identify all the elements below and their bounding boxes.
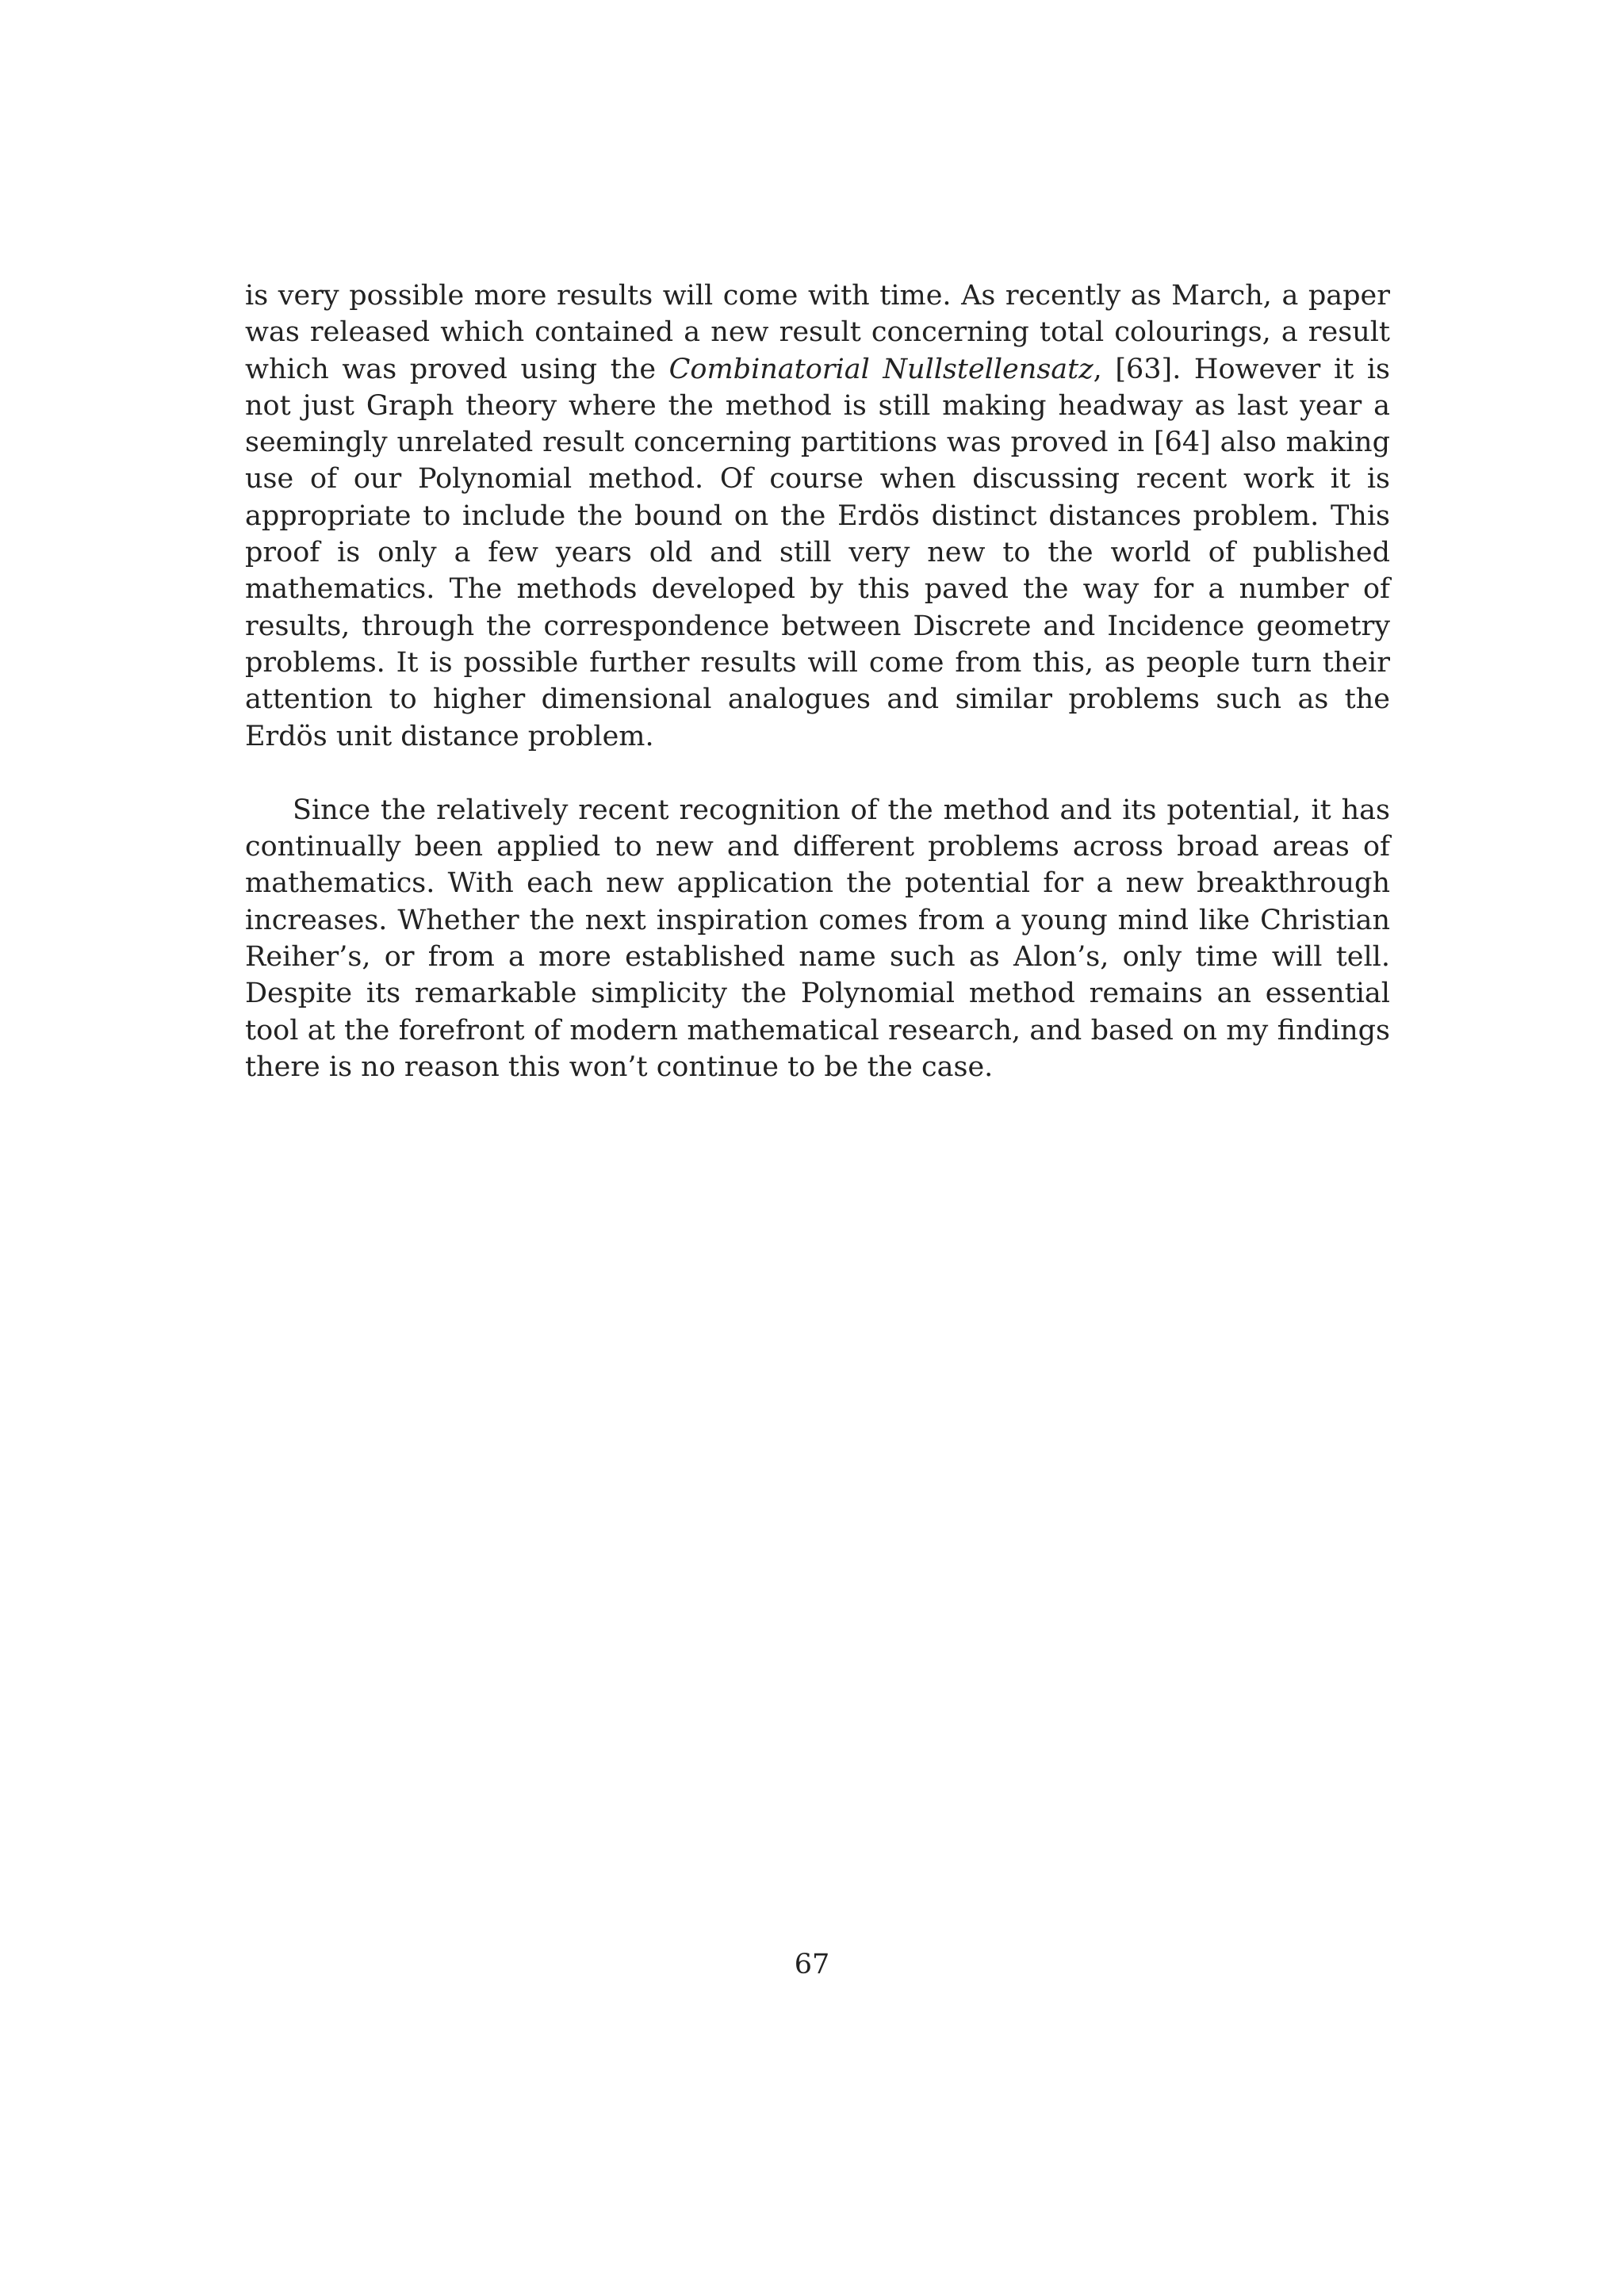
paragraph-2-text: Since the relatively recent recognition of the method and its potential, it has continually been applied to new and different problems across broad areas of mathematics. With each new application the potential for a new breakthrough increases. Whether the next inspiration comes from a young mind like Christian Reiher’s, or from a more established name such as Alon’s, only time will tell. Despite its remarkable simplicity the Polynomial method remains an essential tool at the forefront of modern mathematical research, and based on my findings there is no reason this won’t continue to be the case. bbox=[245, 794, 1390, 1083]
body-text bbox=[245, 277, 1390, 1085]
paragraph-1 bbox=[245, 277, 1390, 755]
paragraph-1-text-a: is very possible more results will come with time. As recently as March, a paper was released which contained a new result concerning total colourings, a result which was proved using the bbox=[245, 280, 1390, 385]
paragraph-2 bbox=[245, 792, 1390, 1085]
paragraph-1-italic-term: Combinatorial Nullstellensatz bbox=[668, 353, 1094, 385]
page-number: 67 bbox=[794, 1949, 830, 1980]
paragraph-1-text-b: , [63]. However it is not just Graph theory where the method is still making headway as last year a seemingly unrelated result concerning partitions was proved in [64] also making use of our Polynomial method. Of course when discussing recent work it is appropriate to include the bound on the Erdös distinct distances problem. This proof is only a few years old and still very new to the world of published mathematics. The methods developed by this paved the way for a number of results, through the correspondence between Discrete and Incidence geometry problems. It is possible further results will come from this, as people turn their attention to higher dimensional analogues and similar problems such as the Erdös unit distance problem. bbox=[245, 353, 1390, 752]
